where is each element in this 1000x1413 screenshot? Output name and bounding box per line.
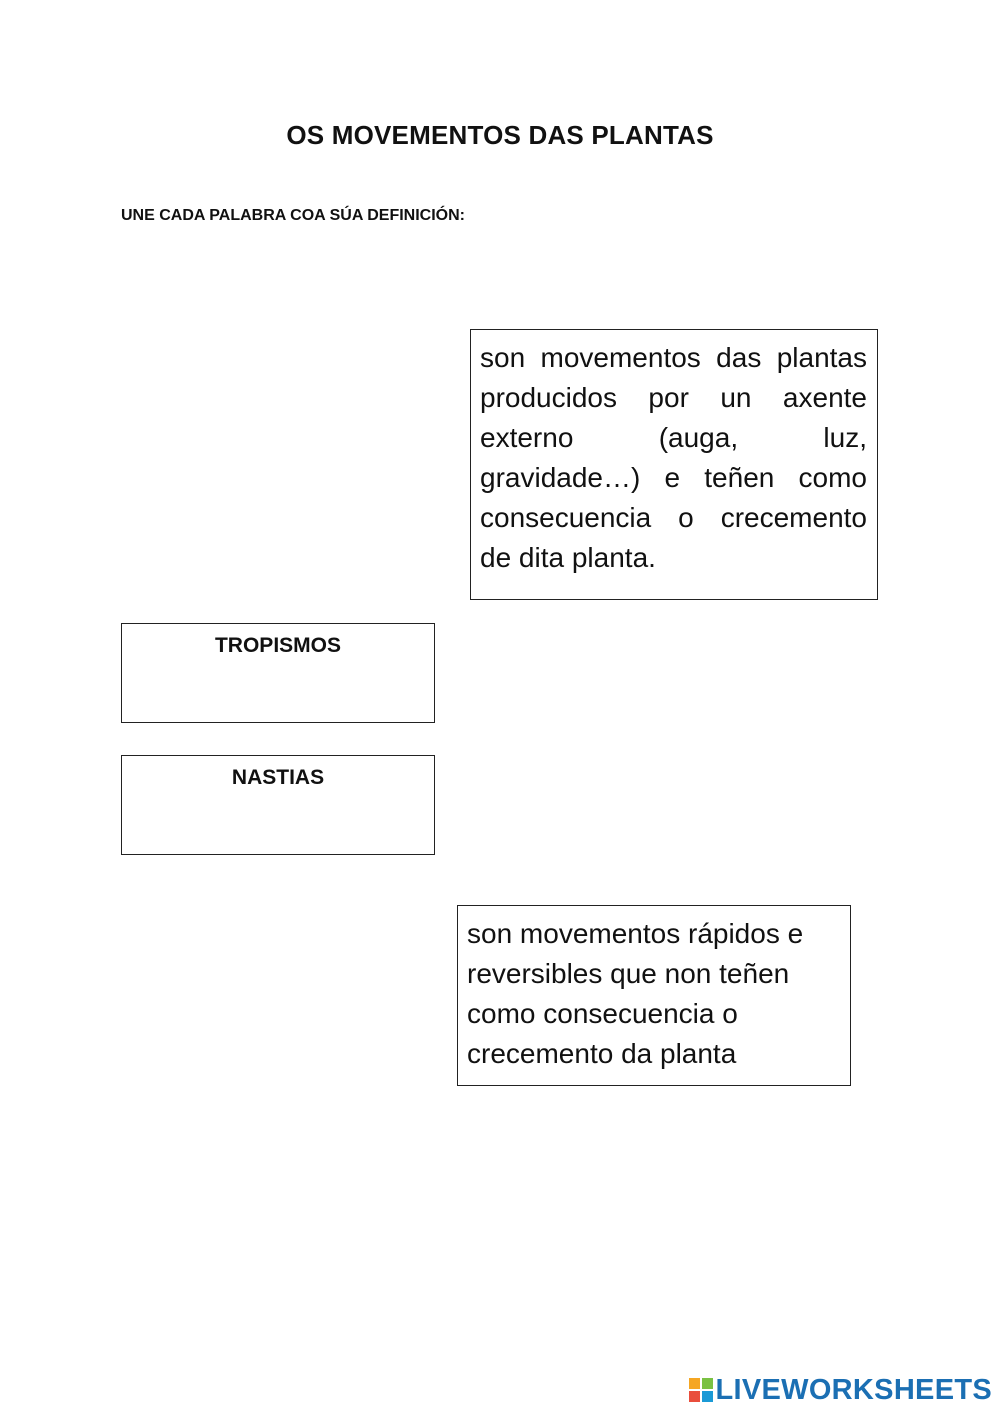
definition-box-2[interactable]: son movementos rápidos e reversibles que non teñen como consecuencia o crecemento da planta (457, 905, 851, 1086)
liveworksheets-logo-icon (689, 1378, 713, 1402)
word-box-nastias[interactable]: NASTIAS (121, 755, 435, 855)
instruction-text: UNE CADA PALABRA COA SÚA DEFINICIÓN: (121, 207, 465, 224)
word-box-tropismos[interactable]: TROPISMOS (121, 623, 435, 723)
page-title: OS MOVEMENTOS DAS PLANTAS (286, 120, 714, 150)
brand-name: LIVEWORKSHEETS (715, 1374, 992, 1406)
definition-box-1[interactable]: son movementos das plantas producidos por un axente externo (auga, luz, gravidade…) e teñen como consecuencia o crecemento de dita planta. (470, 329, 878, 600)
liveworksheets-brand (689, 1375, 993, 1405)
